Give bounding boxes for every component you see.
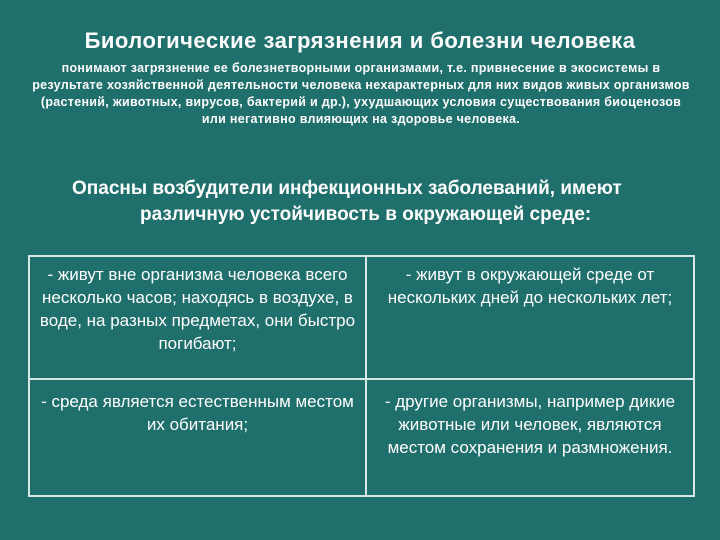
table-cell-left: - среда является естественным местом их обитания; xyxy=(29,379,366,496)
subtitle-line-1: Опасны возбудители инфекционных заболеваний, имеют xyxy=(72,178,622,199)
slide-title: Биологические загрязнения и болезни человека xyxy=(84,28,636,53)
table-cell-right: - живут в окружающей среде от нескольких дней до нескольких лет; xyxy=(366,256,694,379)
comparison-table xyxy=(28,255,695,497)
table-cell-left: - живут вне организма человека всего несколько часов; находясь в воздухе, в воде, на разных предметах, они быстро погибают; xyxy=(29,256,366,379)
table-row xyxy=(29,379,694,496)
table-row xyxy=(29,256,694,379)
subtitle xyxy=(60,176,680,228)
definition-text: понимают загрязнение ее болезнетворными организмами, т.е. привнесение в экосистемы в результате хозяйственной деятельности человека нехарактерных для них видов живых организмов (растений, животных, вирусов, бактерий и др.), ухудшающих условия существования биоценозов или негативно влияющих на здоровье человека. xyxy=(32,61,690,126)
subtitle-line-2: различную устойчивость в окружающей среде: xyxy=(140,204,592,225)
table-cell-right: - другие организмы, например дикие животные или человек, являются местом сохранения и размножения. xyxy=(366,379,694,496)
